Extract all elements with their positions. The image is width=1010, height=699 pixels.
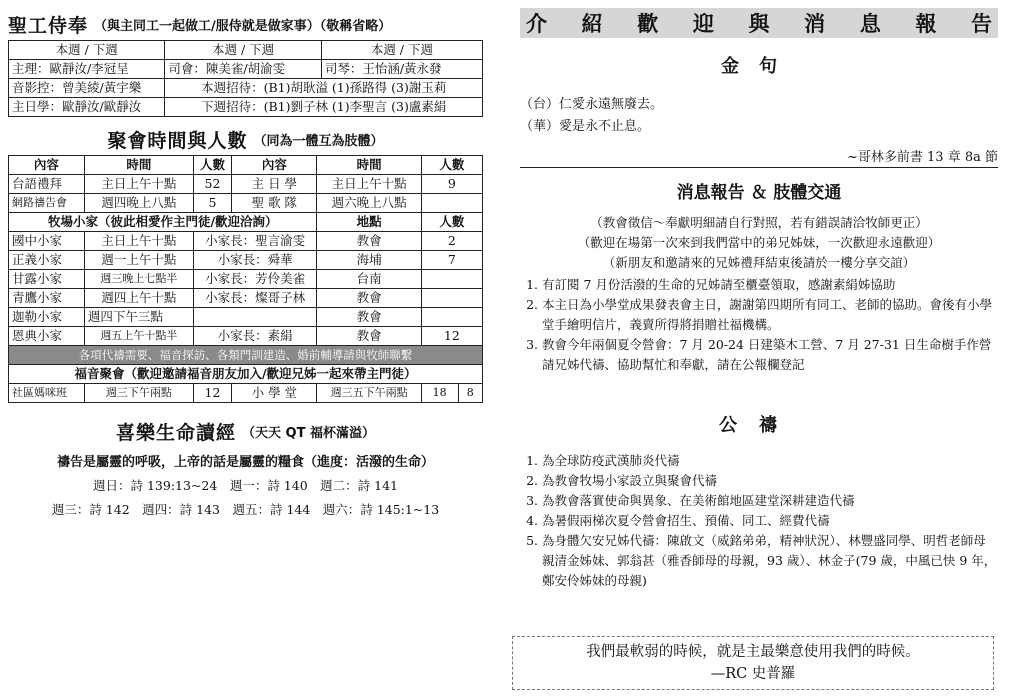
news-item: 1. 有訂閱 7 月份活潑的生命的兄姊請至櫃臺領取，感謝素絹姊協助 — [542, 275, 998, 295]
table-cell: 教會 — [317, 232, 421, 251]
table-cell: 主日上午十點 — [84, 232, 193, 251]
table-cell: 主日學：歐靜汝/歐靜汝 — [9, 98, 165, 117]
table-cell: 台南 — [317, 270, 421, 289]
news-item: 2. 本主日為小學堂成果發表會主日，謝謝第四期所有同工、老師的協助。會後有小學堂手繪明信片，義賣所得將捐贈社福機構。 — [542, 295, 998, 335]
right-column — [520, 8, 998, 591]
news-note: （教會徵信～奉獻明細請自行對照，若有錯誤請洽牧師更正） — [590, 215, 928, 230]
table-cell — [421, 289, 482, 308]
table-cell: 海埔 — [317, 251, 421, 270]
meetings-table — [8, 155, 483, 403]
prayer-item: 5. 為身體欠安兄姊代禱：陳啟文（威銘弟弟，精神狀況）、林豐盛同學、明哲老師母親清金姊妹、郭翁甚（雅香師母的母親，93 歲）、林金子(79 歲，中風已快 9 年，鄭安伶姊妹的母親) — [542, 531, 998, 591]
verse-taiwanese: （台）仁愛永遠無廢去。 — [520, 97, 664, 112]
table-cell: 小家長：素絹 — [193, 327, 317, 346]
table-cell: 教會 — [317, 327, 421, 346]
table-cell: 週六晚上八點 — [317, 194, 421, 213]
table-cell: 小家長：燦哥子林 — [193, 289, 317, 308]
table-cell: 甘露小家 — [9, 270, 85, 289]
news-note: （新朋友和邀請來的兄姊禮拜結束後請於一樓分享交誼） — [602, 255, 916, 270]
table-row — [9, 308, 483, 327]
groups-header-cell: 牧場小家（彼此相愛作主門徒/歡迎洽詢） — [9, 213, 317, 232]
quote-text: 我們最軟弱的時候，就是主最樂意使用我們的時候。 — [586, 644, 920, 660]
banner-char: 告 — [971, 11, 992, 36]
table-row — [9, 194, 483, 213]
table-cell: 週三晚上七點半 — [84, 270, 193, 289]
table-row — [9, 365, 483, 384]
table-cell: 週三五下午兩點 — [317, 384, 421, 403]
prayer-list — [520, 451, 998, 591]
banner-char: 報 — [915, 11, 937, 36]
table-cell: 音影控：曾美綾/黃宇樂 — [9, 79, 165, 98]
table-row — [9, 270, 483, 289]
news-list — [520, 275, 998, 375]
left-column — [8, 8, 483, 522]
table-row — [9, 98, 483, 117]
table-cell: 正義小家 — [9, 251, 85, 270]
table-cell: 週四晚上八點 — [84, 194, 193, 213]
table-cell: 青鷹小家 — [9, 289, 85, 308]
table-cell: 週一上午十點 — [84, 251, 193, 270]
prayer-item: 3. 為教會落實使命與異象、在美術館地區建堂深耕建造代禱 — [542, 491, 998, 511]
golden-verse-title: 金句 — [721, 56, 797, 77]
table-cell: 本週招待：(B1)胡耿溢 (1)孫路得 (3)謝玉莉 — [165, 79, 483, 98]
table-cell: 12 — [193, 384, 231, 403]
table-cell: 主日上午十點 — [317, 175, 421, 194]
reading-tagline: 禱告是屬靈的呼吸，上帝的話是屬靈的糧食（進度：活潑的生命） — [56, 455, 434, 470]
table-cell: 下週招待：(B1)劉子林 (1)李聖言 (3)盧素絹 — [165, 98, 483, 117]
table-cell: 迦勒小家 — [9, 308, 85, 327]
table-cell: 7 — [421, 251, 482, 270]
banner-char: 息 — [859, 11, 881, 36]
table-row — [9, 175, 483, 194]
table-cell: 教會 — [317, 289, 421, 308]
prayer-title: 公禱 — [719, 415, 799, 436]
banner-char: 迎 — [692, 11, 714, 36]
table-cell: 小家長：舜華 — [193, 251, 317, 270]
table-cell: 主理：歐靜汝/李冠呈 — [9, 60, 165, 79]
header-cell: 人數 — [421, 156, 482, 175]
header-cell: 本週 / 下週 — [165, 41, 321, 60]
quote-box — [512, 636, 994, 690]
table-row — [9, 60, 483, 79]
table-cell: 社區媽咪班 — [9, 384, 85, 403]
table-row — [9, 346, 483, 365]
table-cell: 9 — [421, 175, 482, 194]
table-cell: 教會 — [317, 308, 421, 327]
meetings-title: 聚會時間與人數 — [107, 129, 248, 152]
table-row — [9, 213, 483, 232]
meetings-header — [8, 123, 483, 155]
header-cell: 時間 — [84, 156, 193, 175]
table-row — [9, 289, 483, 308]
table-cell: 主日上午十點 — [84, 175, 193, 194]
meetings-subtitle: （同為一體互為肢體） — [253, 133, 384, 149]
table-cell: 週三下午兩點 — [84, 384, 193, 403]
table-row — [9, 156, 483, 175]
news-item: 3. 教會今年兩個夏令營會：7 月 20-24 日建築木工營、7 月 27-31 日生命樹手作營請兄姊代禱、協助幫忙和奉獻，請在公報欄登記 — [542, 335, 998, 375]
reading-title: 喜樂生命讀經 — [116, 421, 237, 444]
header-cell: 人數 — [193, 156, 231, 175]
banner-char: 紹 — [581, 11, 603, 36]
table-cell: 司會：陳美雀/胡渝雯 — [165, 60, 321, 79]
reading-schedule — [8, 474, 483, 522]
news-notes — [520, 213, 998, 273]
groups-header-cell: 地點 — [317, 213, 421, 232]
news-title: 消息報告 ＆ 肢體交通 — [676, 183, 842, 203]
golden-verse — [520, 94, 998, 138]
table-cell: 5 — [193, 194, 231, 213]
table-cell: 小 學 堂 — [232, 384, 317, 403]
table-cell: 2 — [421, 232, 482, 251]
table-row — [9, 79, 483, 98]
table-cell: 週五上午十點半 — [84, 327, 193, 346]
workers-title: 聖工侍奉 — [8, 14, 89, 37]
table-cell: 聖 歌 隊 — [232, 194, 317, 213]
table-cell — [193, 308, 317, 327]
table-cell: 小家長：聖言渝雯 — [193, 232, 317, 251]
table-cell — [421, 308, 482, 327]
table-cell: 國中小家 — [9, 232, 85, 251]
reading-block — [8, 451, 483, 522]
table-row — [9, 41, 483, 60]
table-row — [9, 327, 483, 346]
table-cell: 52 — [193, 175, 231, 194]
table-cell: 主 日 學 — [232, 175, 317, 194]
reading-line: 週三：詩 142 週四：詩 143 週五：詩 144 週六：詩 145:1~13 — [51, 502, 440, 517]
workers-subtitle: （與主同工一起做工/服侍就是做家事）（敬稱省略） — [94, 18, 392, 34]
header-cell: 時間 — [317, 156, 421, 175]
verse-reference: ~哥林多前書 13 章 8a 節 — [520, 146, 998, 168]
verse-mandarin: （華）愛是永不止息。 — [520, 119, 651, 134]
news-note: （歡迎在場第一次來到我們當中的弟兄姊妹，一次歡迎永遠歡迎） — [577, 235, 941, 250]
table-cell: 8 — [458, 384, 483, 403]
table-cell: 網路禱告會 — [9, 194, 85, 213]
header-cell: 內容 — [9, 156, 85, 175]
table-cell: 小家長：芳伶美雀 — [193, 270, 317, 289]
groups-header-cell: 人數 — [421, 213, 482, 232]
announcements-banner — [520, 8, 998, 38]
table-cell: 週四下午三點 — [84, 308, 193, 327]
table-cell: 台語禮拜 — [9, 175, 85, 194]
prayer-item: 2. 為教會牧場小家設立與聚會代禱 — [542, 471, 998, 491]
table-cell: 恩典小家 — [9, 327, 85, 346]
table-cell: 週四上午十點 — [84, 289, 193, 308]
table-cell — [421, 270, 482, 289]
workers-header — [8, 8, 483, 40]
header-cell: 本週 / 下週 — [9, 41, 165, 60]
table-cell — [421, 194, 482, 213]
banner-char: 介 — [526, 11, 547, 36]
reading-header — [8, 415, 483, 447]
contact-note: 各項代禱需要、福音探訪、各類門訓建造、婚前輔導請與牧師聯繫 — [9, 346, 483, 365]
header-cell: 內容 — [232, 156, 317, 175]
prayer-item: 4. 為暑假兩梯次夏令營會招生、預備、同工、經費代禱 — [542, 511, 998, 531]
gospel-title: 福音聚會（歡迎邀請福音朋友加入/歡迎兄姊一起來帶主門徒） — [9, 365, 483, 384]
reading-subtitle: （天天 QT 福杯滿溢） — [242, 425, 375, 441]
prayer-item: 1. 為全球防疫武漢肺炎代禱 — [542, 451, 998, 471]
table-cell: 司琴：王怡涵/黃永發 — [321, 60, 482, 79]
banner-char: 消 — [804, 11, 826, 36]
banner-char: 歡 — [637, 11, 659, 36]
table-row — [9, 384, 483, 403]
table-cell: 12 — [421, 327, 482, 346]
header-cell: 本週 / 下週 — [321, 41, 482, 60]
table-row — [9, 232, 483, 251]
workers-table — [8, 40, 483, 117]
quote-author: —RC 史普羅 — [710, 666, 796, 682]
reading-line: 週日：詩 139:13~24 週一：詩 140 週二：詩 141 — [93, 478, 398, 493]
table-row — [9, 251, 483, 270]
table-cell: 18 — [421, 384, 458, 403]
banner-char: 與 — [748, 11, 770, 36]
